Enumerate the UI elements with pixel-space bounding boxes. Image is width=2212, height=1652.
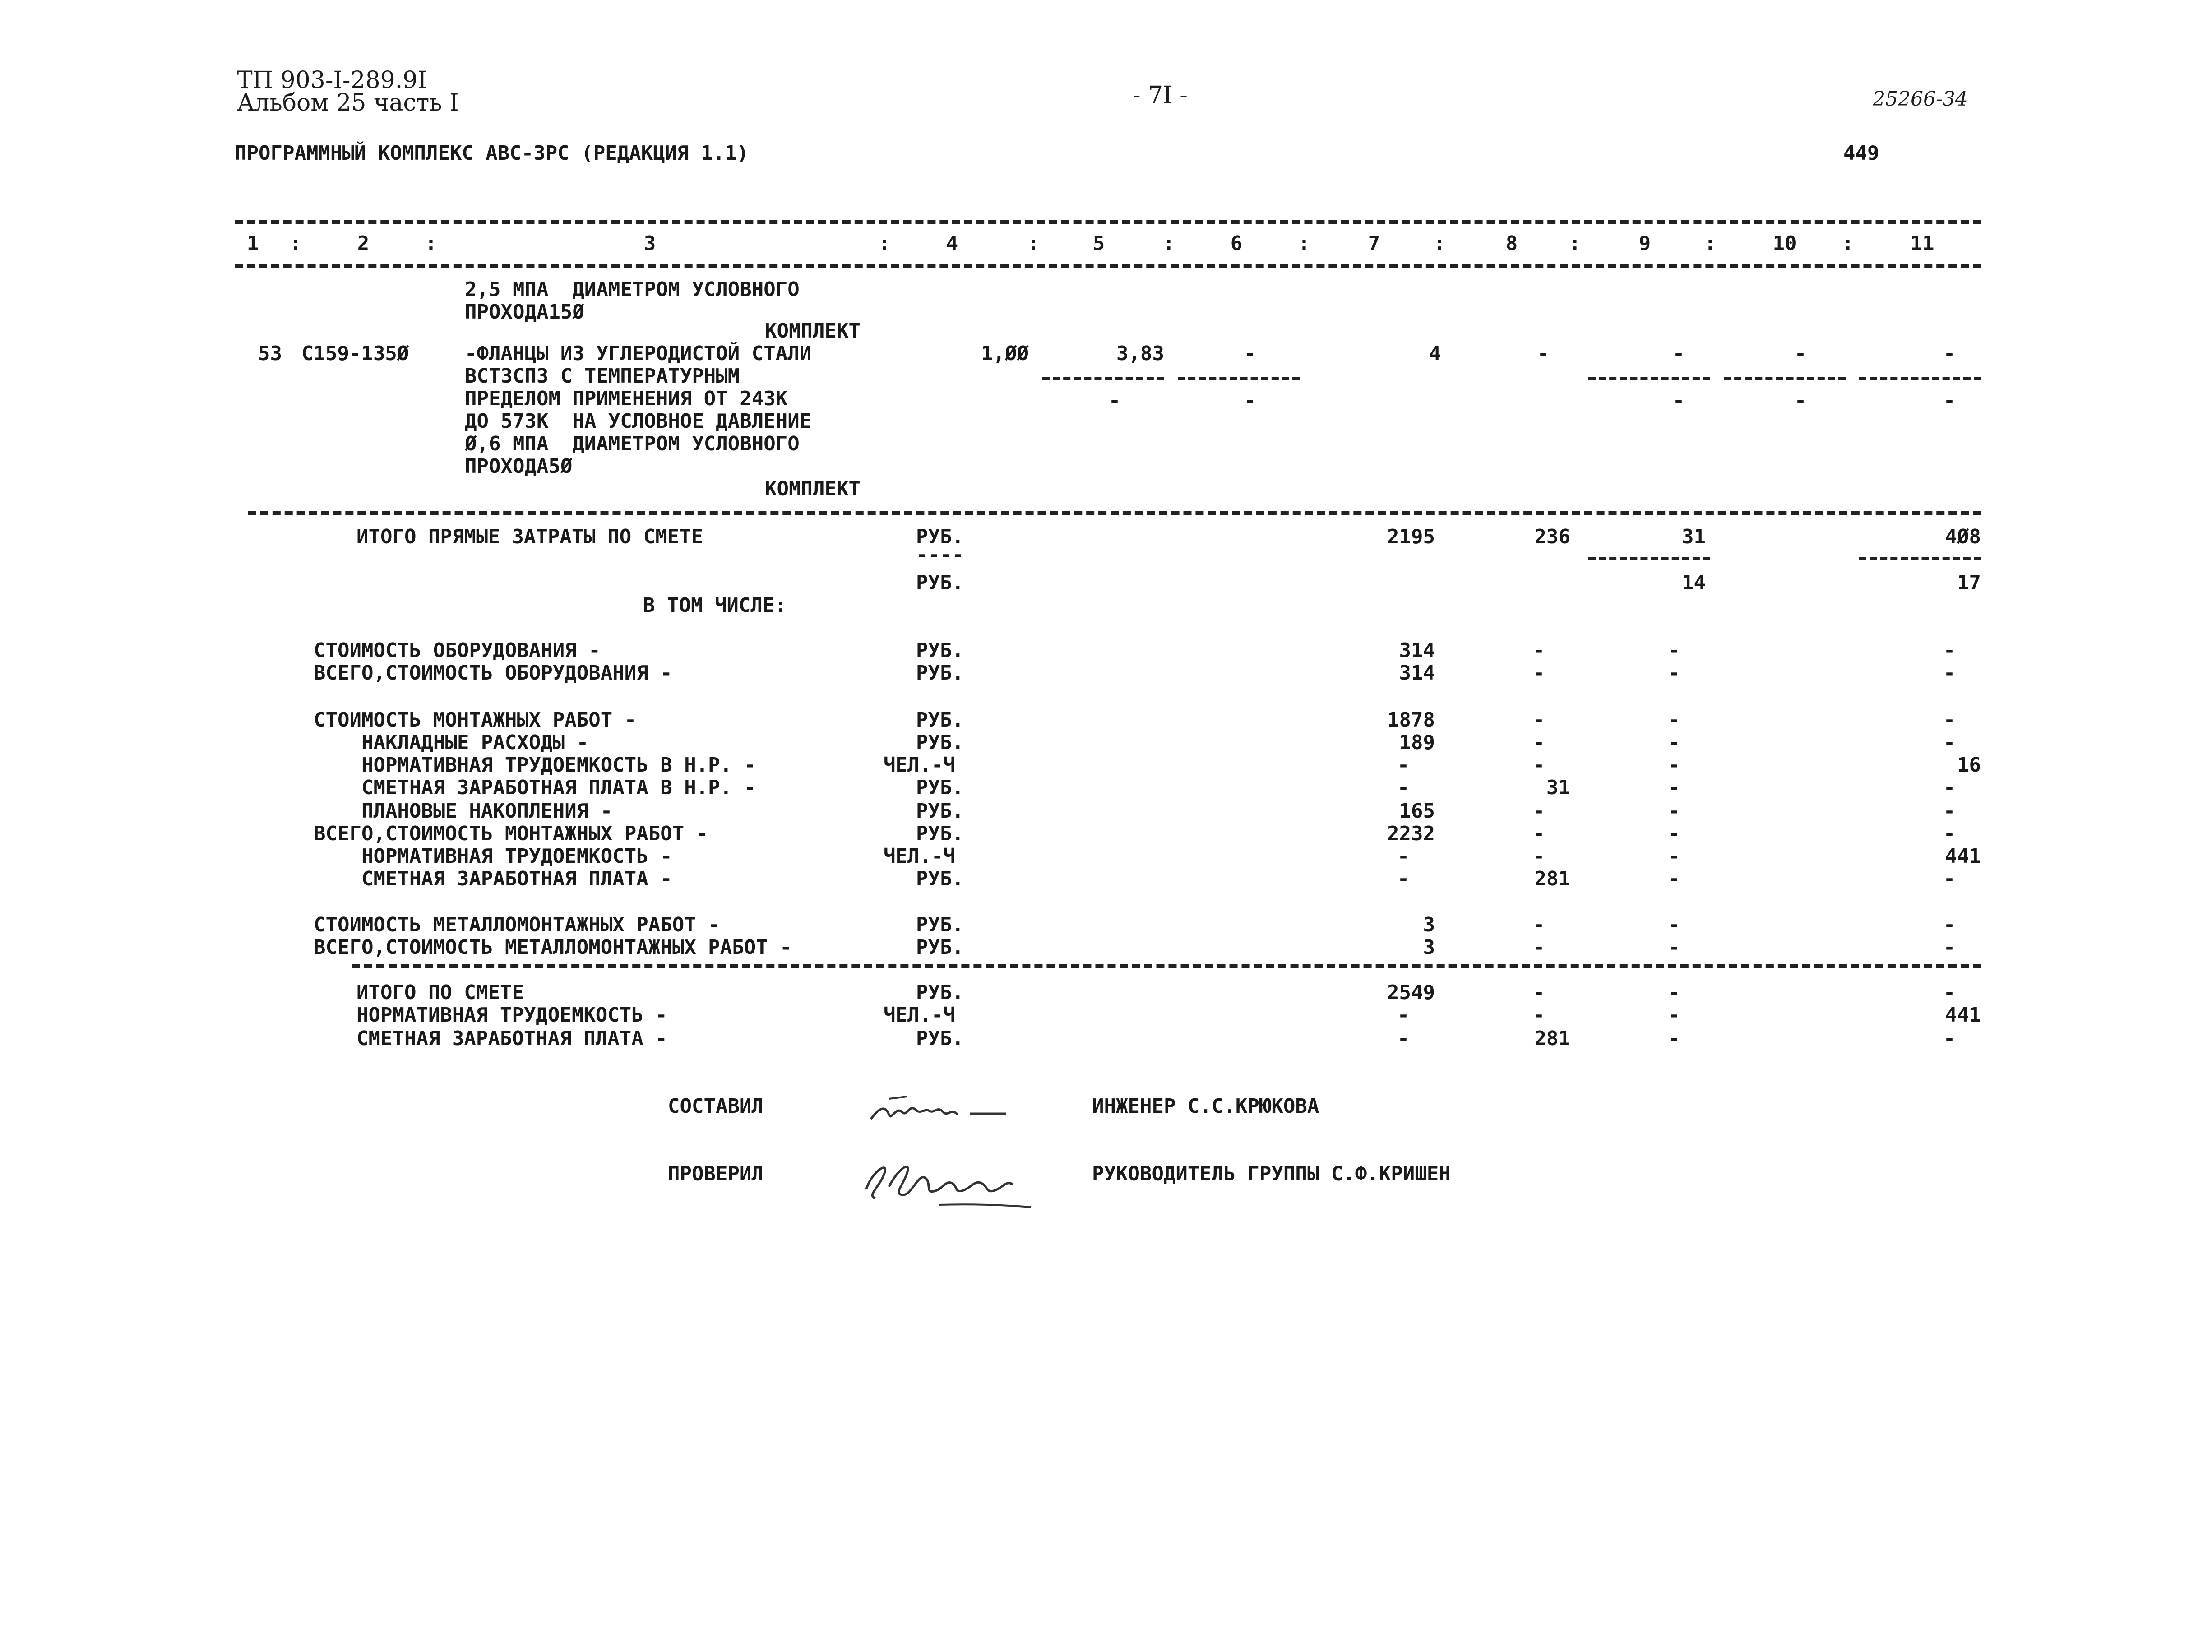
row-col11: 441 [1945,845,1981,868]
col-header-sep: : [1298,232,1310,255]
row-col8: 31 [1546,776,1570,799]
item-sub-col5: - [1108,389,1121,412]
row-col7: - [1397,845,1410,868]
row-col9: - [1668,731,1680,754]
row-label: НАКЛАДНЫЕ РАСХОДЫ - [314,731,589,754]
row-col9: - [1668,800,1680,823]
col6-subrule [1178,377,1300,380]
row-col11: - [1943,776,1956,799]
row-col11: 17 [1957,571,1981,594]
row-col11: - [1943,867,1956,890]
row-label: ВСЕГО,СТОИМОСТЬ ОБОРУДОВАНИЯ - [314,662,672,685]
row-col11: - [1943,800,1956,823]
row-col8: - [1532,913,1545,936]
row-col8: - [1532,981,1545,1004]
row-col9: - [1668,867,1680,890]
table-header-bottom-rule [235,264,1981,268]
table-top-rule [235,220,1981,224]
row-col9: - [1668,822,1680,845]
col-header-2: 2 [357,232,370,255]
row-unit: РУБ. [916,981,964,1004]
signature-krishen [857,1142,1047,1218]
col9-subrule [1588,557,1710,560]
row-col8: 281 [1534,1027,1570,1050]
signature-kryukova [857,1078,1029,1133]
col-header-5: 5 [1092,232,1105,255]
col-header-9: 9 [1638,232,1651,255]
item-col5: 3,83 [1116,342,1164,365]
row-col7: 2232 [1387,822,1435,845]
row-label: СМЕТНАЯ ЗАРАБОТНАЯ ПЛАТА - [314,867,672,890]
album-part: Альбом 25 часть I [237,89,459,116]
row-col11: - [1943,913,1956,936]
grand-total-rule [352,964,1981,968]
row-col7: 2549 [1387,981,1435,1004]
row-col9: - [1668,936,1680,959]
row-col9: 31 [1682,525,1706,548]
item-desc-line: ПРЕДЕЛОМ ПРИМЕНЕНИЯ ОТ 243К [465,387,788,410]
item-col4: 1,ØØ [981,342,1029,365]
item-col10: - [1794,342,1807,365]
carry-over-line: ПРОХОДА15Ø [465,301,584,324]
col10-subrule [1724,377,1846,380]
row-unit: РУБ. [916,571,964,594]
row-col7: 3 [1423,913,1435,936]
row-unit: РУБ. [916,525,964,548]
row-col7: - [1397,1027,1410,1050]
unit-underline: ---- [916,543,964,566]
col-header-sep: : [1027,232,1040,255]
col-header-sep: : [1433,232,1446,255]
row-col9: - [1668,639,1680,662]
row-col7: 2195 [1387,525,1435,548]
col-header-7: 7 [1368,232,1380,255]
totals-top-rule [248,511,1981,515]
item-sub-col6: - [1244,389,1256,412]
col-header-sep: : [878,232,891,255]
row-unit: РУБ. [916,662,964,685]
row-label: НОРМАТИВНАЯ ТРУДОЕМКОСТЬ - [314,845,672,868]
row-col11: 4Ø8 [1945,525,1981,548]
item-desc-line: -ФЛАНЦЫ ИЗ УГЛЕРОДИСТОЙ СТАЛИ [465,342,812,365]
row-col8: - [1532,822,1545,845]
col-header-sep: : [1704,232,1717,255]
item-sub-col10: - [1794,389,1807,412]
row-label: СМЕТНАЯ ЗАРАБОТНАЯ ПЛАТА В Н.Р. - [314,776,756,799]
row-col7: - [1397,776,1410,799]
row-unit: РУБ. [916,822,964,845]
item-sub-col11: - [1943,389,1956,412]
row-label: ИТОГО ПРЯМЫЕ ЗАТРАТЫ ПО СМЕТЕ [356,525,703,548]
row-col8: 236 [1534,525,1570,548]
doc-code: ТП 903-I-289.9I [237,67,427,94]
col-header-sep: : [1162,232,1175,255]
row-label: ВСЕГО,СТОИМОСТЬ МОНТАЖНЫХ РАБОТ - [314,822,708,845]
row-unit: РУБ. [916,639,964,662]
checked-by: РУКОВОДИТЕЛЬ ГРУППЫ С.Ф.КРИШЕН [1092,1162,1451,1185]
item-col8: - [1537,342,1550,365]
row-col8: - [1532,754,1545,777]
row-unit: РУБ. [916,913,964,936]
row-label: СТОИМОСТЬ МОНТАЖНЫХ РАБОТ - [314,708,637,731]
archive-number: 25266-34 [1873,88,1968,111]
row-col8: 281 [1534,867,1570,890]
row-label: ВСЕГО,СТОИМОСТЬ МЕТАЛЛОМОНТАЖНЫХ РАБОТ - [314,936,792,959]
row-col7: 165 [1399,800,1435,823]
row-col8: - [1532,800,1545,823]
col-header-sep: : [289,232,302,255]
row-unit: РУБ. [916,936,964,959]
row-col7: - [1397,754,1410,777]
row-label: ПЛАНОВЫЕ НАКОПЛЕНИЯ - [314,800,613,823]
row-label: СМЕТНАЯ ЗАРАБОТНАЯ ПЛАТА - [356,1027,667,1050]
row-col8: - [1532,731,1545,754]
composed-by: ИНЖЕНЕР С.С.КРЮКОВА [1092,1095,1319,1118]
row-unit: РУБ. [916,731,964,754]
including-heading: В ТОМ ЧИСЛЕ: [643,594,787,617]
row-col9: - [1668,1004,1680,1027]
row-col7: 189 [1399,731,1435,754]
row-col11: - [1943,1027,1956,1050]
item-desc-line: ВСТ3СП3 С ТЕМПЕРАТУРНЫМ [465,365,740,388]
row-col8: - [1532,936,1545,959]
row-col7: - [1397,867,1410,890]
col9-subrule [1588,377,1710,380]
item-unit: КОМПЛЕКТ [765,477,861,500]
item-col9: - [1672,342,1685,365]
row-col11: - [1943,822,1956,845]
row-col7: - [1397,1004,1410,1027]
row-col9: - [1668,662,1680,685]
col-header-11: 11 [1910,232,1934,255]
row-label: НОРМАТИВНАЯ ТРУДОЕМКОСТЬ В Н.Р. - [314,754,756,777]
program-title: ПРОГРАММНЫЙ КОМПЛЕКС АВС-3РС (РЕДАКЦИЯ 1.1) [235,142,749,165]
col-header-6: 6 [1230,232,1243,255]
item-desc-line: ДО 573К НА УСЛОВНОЕ ДАВЛЕНИЕ [465,410,812,433]
row-col8: - [1532,639,1545,662]
item-desc-line: ПРОХОДА5Ø [465,455,573,478]
row-col9: 14 [1682,571,1706,594]
page-number: - 7I - [1133,82,1188,109]
col-header-4: 4 [946,232,958,255]
row-col11: - [1943,639,1956,662]
row-unit: РУБ. [916,1027,964,1050]
carry-over-line: 2,5 МПА ДИАМЕТРОМ УСЛОВНОГО [465,278,800,301]
row-col8: - [1532,1004,1545,1027]
row-col11: - [1943,708,1956,731]
col11-subrule [1859,377,1981,380]
row-label: СТОИМОСТЬ МЕТАЛЛОМОНТАЖНЫХ РАБОТ - [314,913,720,936]
col-header-1: 1 [246,232,259,255]
row-unit: РУБ. [916,776,964,799]
col-header-sep: : [425,232,437,255]
col-header-10: 10 [1772,232,1797,255]
checked-label: ПРОВЕРИЛ [668,1162,764,1185]
col5-subrule [1042,377,1164,380]
item-col6: - [1244,342,1256,365]
row-col11: - [1943,936,1956,959]
carry-over-unit: КОМПЛЕКТ [765,319,861,342]
row-col9: - [1668,776,1680,799]
row-col9: - [1668,1027,1680,1050]
item-sub-col9: - [1672,389,1685,412]
row-label: СТОИМОСТЬ ОБОРУДОВАНИЯ - [314,639,601,662]
item-code: С159-135Ø [301,342,409,365]
row-col7: 314 [1399,639,1435,662]
row-col8: - [1532,708,1545,731]
row-col9: - [1668,708,1680,731]
composed-label: СОСТАВИЛ [668,1095,764,1118]
row-unit: ЧЕЛ.-Ч [884,754,955,777]
row-col11: - [1943,662,1956,685]
item-desc-line: Ø,6 МПА ДИАМЕТРОМ УСЛОВНОГО [465,432,800,455]
row-col9: - [1668,754,1680,777]
row-col11: 441 [1945,1004,1981,1027]
sheet-number: 449 [1843,142,1879,165]
col-header-3: 3 [643,232,656,255]
item-number: 53 [258,342,282,365]
col-header-sep: : [1842,232,1854,255]
row-col9: - [1668,981,1680,1004]
row-col9: - [1668,913,1680,936]
item-col7: 4 [1429,342,1441,365]
col-header-sep: : [1569,232,1581,255]
col-header-8: 8 [1505,232,1518,255]
row-unit: ЧЕЛ.-Ч [884,845,955,868]
row-col11: - [1943,731,1956,754]
row-col11: 16 [1957,754,1981,777]
col11-subrule [1859,557,1981,560]
row-col7: 3 [1423,936,1435,959]
row-unit: РУБ. [916,867,964,890]
row-label: НОРМАТИВНАЯ ТРУДОЕМКОСТЬ - [356,1004,667,1027]
row-label: ИТОГО ПО СМЕТЕ [356,981,524,1004]
row-unit: РУБ. [916,708,964,731]
row-col7: 314 [1399,662,1435,685]
row-col7: 1878 [1387,708,1435,731]
row-col9: - [1668,845,1680,868]
row-col8: - [1532,845,1545,868]
row-col8: - [1532,662,1545,685]
row-col11: - [1943,981,1956,1004]
row-unit: РУБ. [916,800,964,823]
row-unit: ЧЕЛ.-Ч [884,1004,955,1027]
item-col11: - [1943,342,1956,365]
